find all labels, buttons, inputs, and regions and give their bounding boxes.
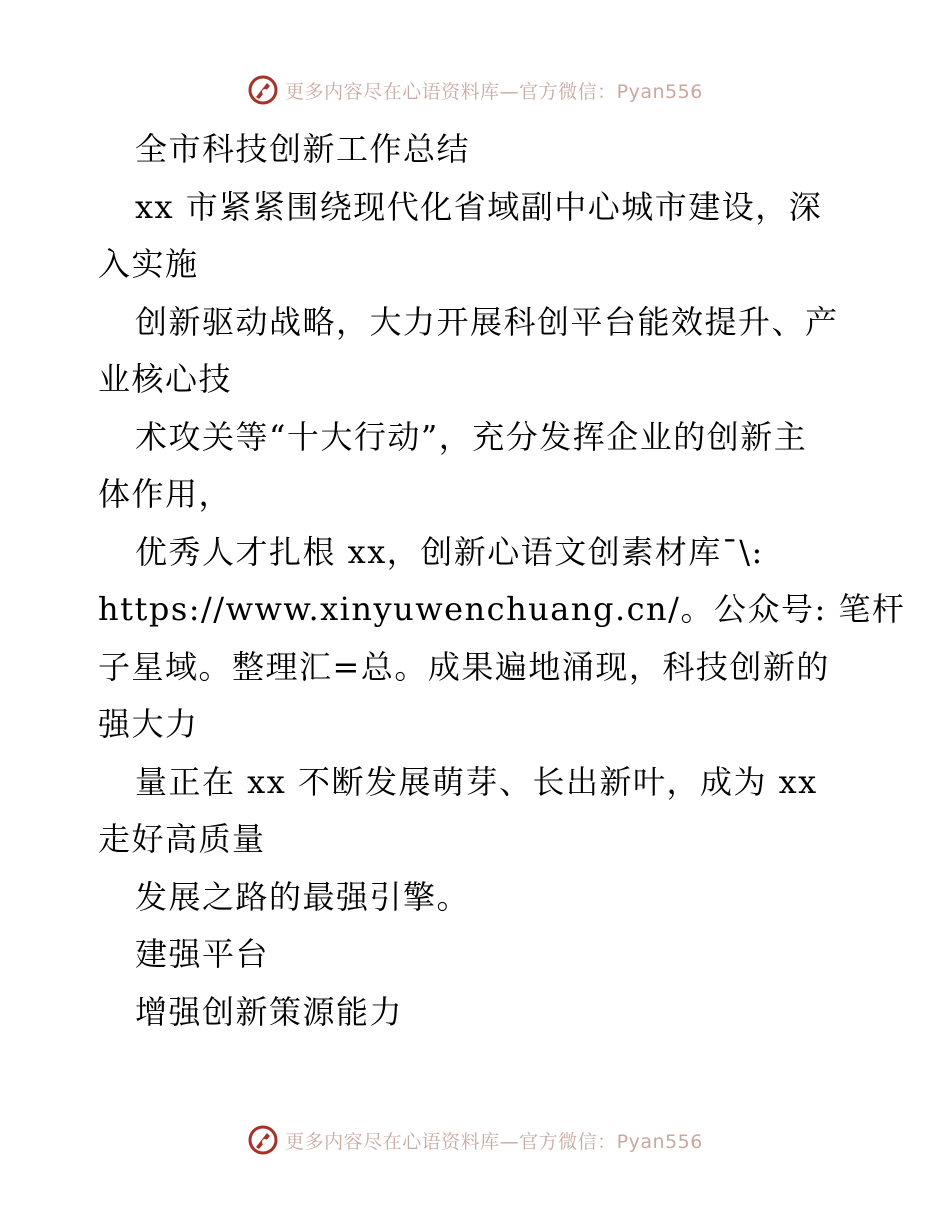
section-subheading: 增强创新策源能力 — [135, 992, 404, 1031]
pen-seal-icon — [247, 74, 279, 106]
doc-line: 发展之路的最强引擎。 — [135, 877, 471, 916]
doc-line: 子星域。整理汇=总。成果遍地涌现，科技创新的 — [98, 647, 830, 686]
doc-line: xx 市紧紧围绕现代化省域副中心城市建设，深 — [135, 187, 823, 226]
doc-line: 创新驱动战略，大力开展科创平台能效提升、产 — [135, 302, 839, 341]
doc-line: 强大力 — [98, 705, 199, 743]
pen-seal-icon — [247, 1124, 279, 1156]
doc-line: https://www.xinyuwenchuang.cn/。公众号: 笔杆 — [98, 590, 906, 628]
doc-line: 量正在 xx 不断发展萌芽、长出新叶，成为 xx — [135, 762, 818, 801]
doc-line: 优秀人才扎根 xx，创新心语文创素材库¯\: — [135, 532, 764, 571]
doc-line: 体作用， — [98, 475, 233, 513]
doc-line: 入实施 — [98, 245, 199, 283]
header-watermark-banner — [0, 70, 950, 110]
document-body — [98, 121, 906, 1041]
doc-line: 走好高质量 — [98, 820, 266, 858]
footer-watermark-banner — [0, 1120, 950, 1160]
watermark-text: 更多内容尽在心语资料库—官方微信：Pyan556 — [285, 1130, 703, 1153]
section-heading: 建强平台 — [135, 935, 270, 973]
doc-title: 全市科技创新工作总结 — [135, 130, 471, 168]
doc-line: 术攻关等“十大行动”，充分发挥企业的创新主 — [135, 417, 808, 456]
watermark-text: 更多内容尽在心语资料库—官方微信：Pyan556 — [285, 80, 703, 103]
doc-line: 业核心技 — [98, 360, 233, 398]
